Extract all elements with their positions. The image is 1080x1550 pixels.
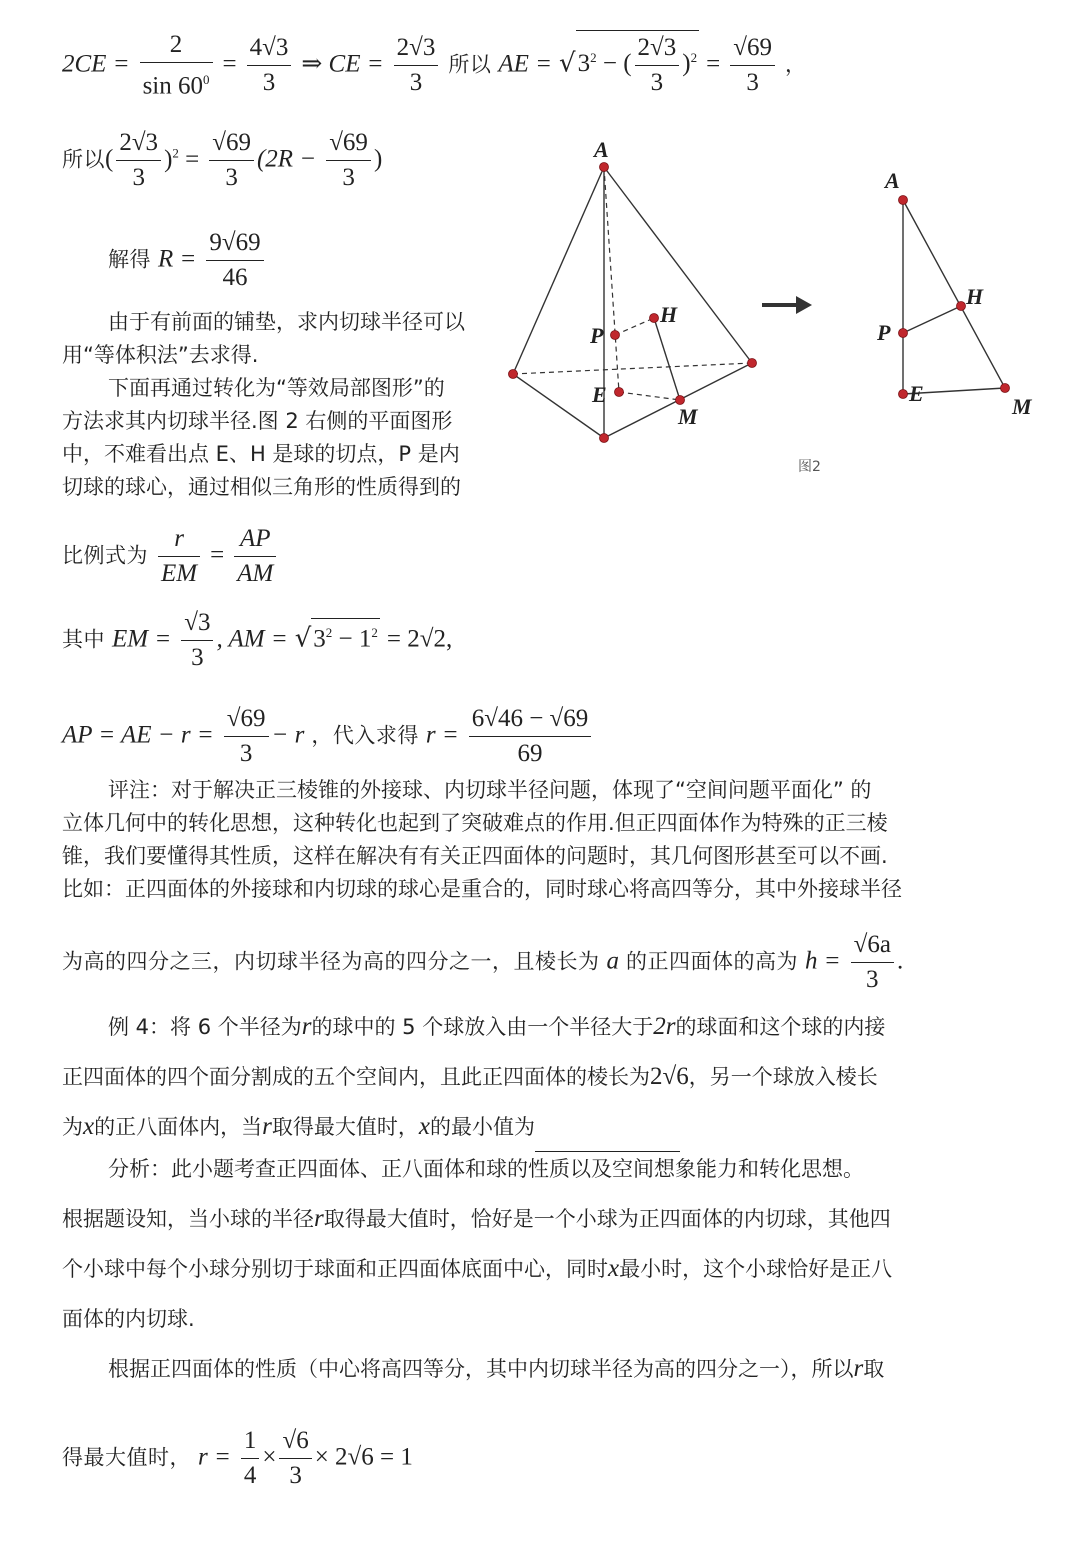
label-h: H bbox=[660, 302, 678, 327]
line-p-h bbox=[615, 318, 654, 335]
formula-em-am: 其中 EM = $\frac{√3}{3}$ , AM = $√3^2 - 1^2 = 2√2$, bbox=[62, 606, 452, 675]
formula-r-equation: 所以( $\frac{2√3}{3}$ )$^2$ = $\frac{√69}{3}$ (2R − $\frac{√69}{3}$ ) bbox=[62, 126, 382, 195]
paragraph-analysis: 分析：此小题考查正四面体、正八面体和球的性质以及空间想象能力和转化思想。 根据题设知，当小球的半径r取得最大值时，恰好是一个小球为正四面体的内切球，其他四 个小球中每个小球分别切于球面和正四面体底面中心，同时x最小时，这个小球恰好是正八 面体的内切球. bbox=[62, 1157, 893, 1331]
paragraph-example-4: 例 4：将 6 个半径为r的球中的 5 个球放入由一个半径大于2r的球面和这个球的内接 正四面体的四个面分割成的五个空间内，且此正四面体的棱长为2√6，另一个球放入棱长 为x的正八面体内，当r取得最大值时，x的最小值为 bbox=[62, 1002, 992, 1152]
point-marker bbox=[600, 163, 609, 172]
line-a-e bbox=[604, 167, 619, 392]
point-marker bbox=[650, 314, 659, 323]
point-marker bbox=[600, 434, 609, 443]
point-marker bbox=[748, 359, 757, 368]
line-h-m bbox=[654, 318, 680, 400]
formula-ratio: 比例式为 $\frac{r}{EM}$ = $\frac{AP}{AM}$ bbox=[62, 522, 279, 591]
label-e: E bbox=[592, 382, 607, 407]
point-marker bbox=[1001, 384, 1010, 393]
label-h-right: H bbox=[966, 284, 984, 309]
paragraph-properties: 根据正四面体的性质（中心将高四等分，其中内切球半径为高的四分之一），所以r取 bbox=[108, 1355, 885, 1382]
paragraph-comment: 评注：对于解决正三棱锥的外接球、内切球半径问题，体现了“空间问题平面化” 的 立体几何中的转化思想，这种转化也起到了突破难点的作用.但正四面体作为特殊的正三棱 锥，我们要懂得其性质，这样在解决有有关正四面体的问题时，其几何图形甚至可以不画. 比如：正四面体的外接球和内切球的球心是重合的，同时球心将高四等分，其中外接球半径 bbox=[62, 778, 902, 901]
comment-height-line: 为高的四分之三，内切球半径为高的四分之一，且棱长为 a 的正四面体的高为 h = $\frac{√6a}{3}$ . bbox=[62, 928, 903, 997]
point-marker bbox=[957, 302, 966, 311]
figure-caption: 图2 bbox=[798, 459, 821, 475]
point-marker bbox=[899, 196, 908, 205]
right-arrow-icon bbox=[762, 296, 812, 314]
paragraph-volume-method: 由于有前面的铺垫，求内切球半径可以 用“等体积法”去求得. bbox=[62, 310, 465, 367]
frac-r69-3: $\frac{√69}{3}$ bbox=[730, 31, 775, 100]
frac-2r3-3: $\frac{2√3}{3}$ bbox=[394, 31, 439, 100]
label-m: M bbox=[678, 404, 698, 429]
line-e-m bbox=[619, 392, 680, 400]
figure-2 bbox=[500, 130, 1060, 490]
label-e-right: E bbox=[909, 381, 924, 406]
formula-r-max: 得最大值时， r = $\frac{1}{4}$ × $\frac{√6}{3}$ × 2√6 = 1 bbox=[62, 1424, 413, 1493]
edge-a-right bbox=[604, 167, 752, 363]
label-m-right: M bbox=[1012, 394, 1032, 419]
edge-base-back bbox=[513, 363, 752, 374]
point-marker bbox=[899, 329, 908, 338]
point-marker bbox=[899, 390, 908, 399]
sqrt-ae: $3^2$ − ( $\frac{2√3}{3}$ )$^2$ bbox=[576, 30, 700, 100]
label-a-right: A bbox=[885, 168, 900, 193]
edge-base-left bbox=[513, 374, 604, 438]
formula-r-solution: 解得 R = $\frac{9√69}{46}$ bbox=[108, 226, 267, 295]
formula-ce-line: 2CE = $\frac{2}{\sin 60^0}$ = $\frac{4√3}{3}$ ⇒ CE = $\frac{2√3}{3}$ 所以 AE = $√3^2$ − ( $\frac{2√3}{3}$ )$^2$ = $\frac{√69}{3}$ ， bbox=[62, 28, 806, 103]
point-marker bbox=[611, 331, 620, 340]
points-right bbox=[899, 196, 1010, 399]
label-p: P bbox=[590, 323, 604, 348]
right-line-a-m bbox=[903, 200, 1005, 388]
label-a: A bbox=[594, 137, 609, 162]
paragraph-equivalent-figure: 下面再通过转化为“等效局部图形”的 方法求其内切球半径.图 2 右侧的平面图形 中，不难看出点 E、H 是球的切点，P 是内 切球的球心，通过相似三角形的性质得到的 bbox=[62, 376, 461, 499]
point-marker bbox=[509, 370, 518, 379]
point-marker bbox=[615, 388, 624, 397]
right-line-p-h bbox=[903, 306, 961, 333]
frac-4r3-3: $\frac{4√3}{3}$ bbox=[247, 31, 292, 100]
label-p-right: P bbox=[877, 320, 891, 345]
formula-ap: AP = AE − r = $\frac{√69}{3}$ − r ，代入求得 r = $\frac{6√46 - √69}{69}$ bbox=[62, 702, 594, 771]
frac-2-sin60: $\frac{2}{\sin 60^0}$ bbox=[140, 28, 213, 103]
